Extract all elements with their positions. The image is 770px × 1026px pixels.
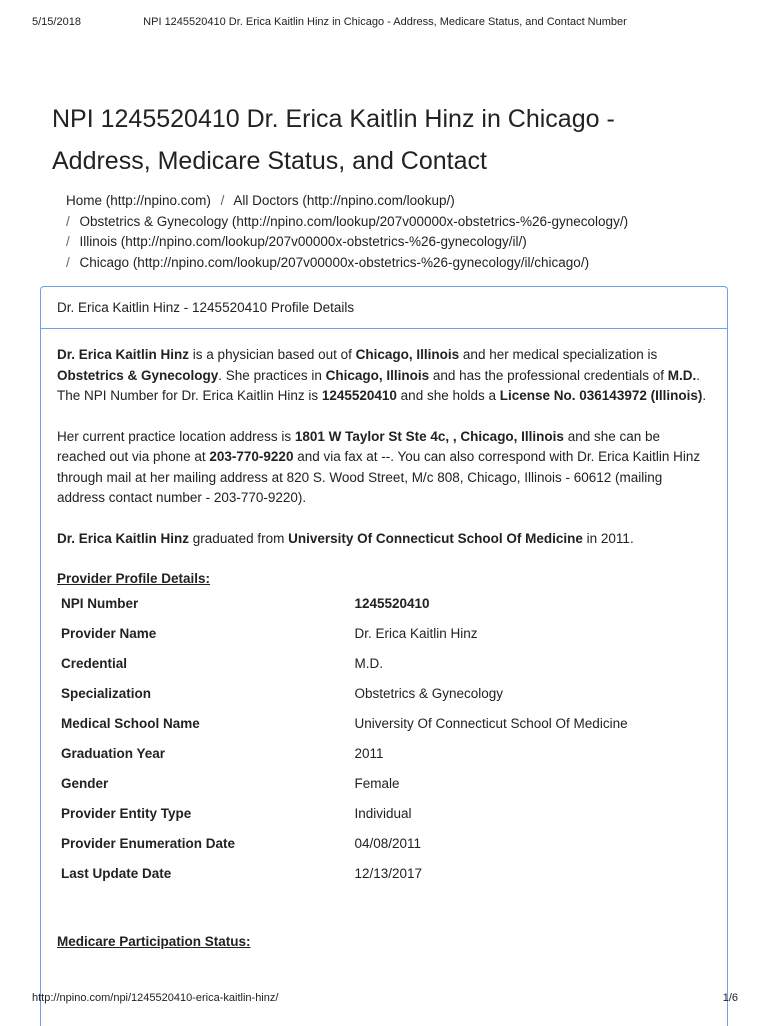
address-text: and she can be reached out via phone at (57, 428, 661, 464)
medicare-status-heading: Medicare Participation Status: (57, 933, 251, 949)
address-text: Her current practice location address is (57, 428, 295, 444)
row-label: Graduation Year (61, 746, 166, 762)
intro-text: . She practices in (218, 367, 326, 383)
table-row (61, 590, 711, 620)
row-label: Provider Enumeration Date (61, 836, 236, 852)
intro-text: and her medical specialization is (459, 347, 658, 362)
intro-text: . The NPI Number for Dr. Erica Kaitlin Hinz is (57, 367, 701, 403)
doctor-name: Dr. Erica Kaitlin Hinz (57, 530, 190, 546)
specialization: Obstetrics & Gynecology (57, 367, 219, 383)
row-label: Provider Name (61, 626, 157, 642)
breadcrumb-separator: / (220, 193, 225, 208)
practice-city: Chicago, Illinois (355, 347, 460, 362)
phone-number: 203-770-9220 (209, 449, 294, 464)
row-label: Credential (61, 656, 128, 672)
page-title-line2: Address, Medicare Status, and Contact (52, 147, 487, 175)
print-header (32, 16, 738, 32)
row-value: Obstetrics & Gynecology (354, 686, 504, 702)
breadcrumb-separator: / (66, 234, 70, 249)
education-text: graduated from (189, 530, 289, 546)
row-value: Dr. Erica Kaitlin Hinz (354, 626, 478, 642)
intro-text: and has the professional credentials of (429, 367, 668, 383)
breadcrumb-specialty-link[interactable]: Obstetrics & Gynecology (http://npino.com/lookup/207v00000x-obstetrics-%26-gynecology/) (79, 213, 629, 229)
row-value: 12/13/2017 (354, 866, 423, 882)
row-value: 1245520410 (354, 596, 430, 612)
panel-body (41, 329, 727, 952)
table-row (61, 800, 711, 830)
intro-text: and she holds a (396, 388, 500, 403)
address-paragraph (57, 427, 711, 509)
print-doc-title: NPI 1245520410 Dr. Erica Kaitlin Hinz in Chicago - Address, Medicare Status, and Contact Number (143, 16, 627, 28)
breadcrumb-separator: / (66, 213, 70, 229)
row-value: University Of Connecticut School Of Medicine (354, 716, 628, 732)
row-label: Specialization (61, 686, 152, 702)
page-number: 1/6 (722, 992, 738, 1004)
row-value: Female (354, 776, 400, 792)
provider-profile-heading: Provider Profile Details: (57, 571, 211, 586)
row-label: Provider Entity Type (61, 806, 192, 822)
print-date: 5/15/2018 (32, 16, 81, 28)
education-text: in 2011. (582, 530, 634, 546)
row-value: 2011 (354, 746, 384, 762)
intro-text: . (702, 388, 707, 403)
print-url: http://npino.com/npi/1245520410-erica-kaitlin-hinz/ (32, 992, 279, 1004)
row-value: Individual (354, 806, 412, 822)
panel-heading: Dr. Erica Kaitlin Hinz - 1245520410 Profile Details (41, 287, 727, 329)
intro-text: is a physician based out of (189, 347, 356, 362)
npi-number: 1245520410 (321, 388, 397, 403)
page-title-line1: NPI 1245520410 Dr. Erica Kaitlin Hinz in Chicago - (52, 105, 615, 133)
medical-school: University Of Connecticut School Of Medicine (288, 530, 583, 546)
row-label: NPI Number (61, 596, 139, 612)
table-row (61, 650, 711, 680)
row-value: 04/08/2011 (354, 836, 422, 852)
breadcrumb-state-link[interactable]: Illinois (http://npino.com/lookup/207v00000x-obstetrics-%26-gynecology/il/) (79, 234, 527, 249)
row-value: M.D. (354, 656, 383, 672)
row-label: Gender (61, 776, 109, 792)
table-row (61, 620, 711, 650)
print-footer (32, 992, 738, 1008)
intro-paragraph (57, 345, 711, 407)
education-paragraph (57, 529, 711, 550)
breadcrumb (56, 191, 736, 273)
row-label: Medical School Name (61, 716, 200, 732)
breadcrumb-separator: / (66, 254, 70, 270)
provider-profile-table (61, 590, 711, 890)
breadcrumb-city-link[interactable]: Chicago (http://npino.com/lookup/207v00000x-obstetrics-%26-gynecology/il/chicago/) (79, 254, 590, 270)
credential: M.D. (667, 367, 697, 383)
table-row (61, 710, 711, 740)
practice-address: 1801 W Taylor St Ste 4c, , Chicago, Illinois (294, 428, 564, 444)
table-row (61, 740, 711, 770)
table-row (61, 770, 711, 800)
table-row (61, 830, 711, 860)
breadcrumb-all-doctors-link[interactable]: All Doctors (http://npino.com/lookup/) (233, 193, 455, 208)
table-row (61, 860, 711, 890)
breadcrumb-home-link[interactable]: Home (http://npino.com) (66, 193, 211, 208)
license-number: License No. 036143972 (Illinois) (499, 388, 703, 403)
doctor-name: Dr. Erica Kaitlin Hinz (57, 347, 190, 362)
page-title (52, 98, 692, 182)
table-row (61, 680, 711, 710)
profile-panel (40, 286, 728, 1026)
row-label: Last Update Date (61, 866, 172, 882)
address-text: and via fax at --. You can also correspond with Dr. Erica Kaitlin Hinz through mail at her mailing address at 820 S. Wood Street, M/c 808, Chicago, Illinois - 60612 (mailing address contact number - 203-770-9220). (57, 449, 701, 505)
practice-city: Chicago, Illinois (325, 367, 430, 383)
